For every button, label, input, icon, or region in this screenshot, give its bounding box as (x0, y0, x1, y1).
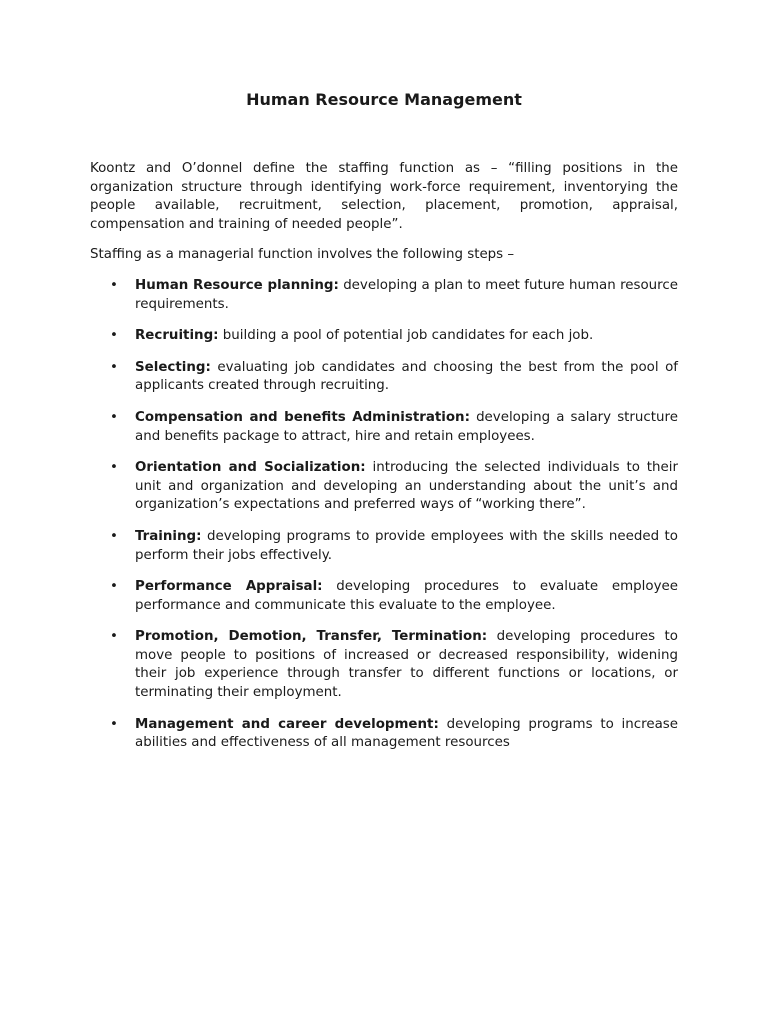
list-item (90, 628, 678, 702)
step-term: Human Resource planning: (135, 277, 339, 293)
step-term: Promotion, Demotion, Transfer, Termination: (135, 629, 488, 645)
step-text: evaluating job candidates and choosing the best from the pool of applicants created through recruiting. (135, 359, 678, 394)
list-item (90, 528, 678, 565)
bullet-icon: • (110, 629, 118, 645)
step-text: developing programs to provide employees with the skills needed to perform their jobs effectively. (135, 528, 678, 563)
bullet-icon: • (110, 359, 118, 375)
step-text: developing programs to increase abilities and effectiveness of all management resources (135, 716, 678, 751)
step-term: Training: (135, 528, 202, 544)
bullet-icon: • (110, 716, 118, 732)
step-term: Selecting: (135, 359, 211, 375)
document-body (90, 160, 678, 766)
page-title: Human Resource Management (246, 90, 522, 109)
list-item (90, 409, 678, 446)
bullet-icon: • (110, 528, 118, 544)
definition-paragraph: Koontz and O’donnel define the staffing function as – “filling positions in the organization structure through identifying work-force requirement, inventorying the people available, recruitment, selection, placement, promotion, appraisal, compensation and training of needed people”. (90, 161, 678, 232)
bullet-icon: • (110, 328, 118, 344)
step-term: Performance Appraisal: (135, 579, 323, 595)
bullet-icon: • (110, 579, 118, 595)
step-text: building a pool of potential job candidates for each job. (222, 328, 594, 344)
step-term: Recruiting: (135, 328, 219, 344)
step-text: developing a salary structure and benefits package to attract, hire and retain employees. (135, 409, 678, 444)
step-term: Compensation and benefits Administration: (135, 409, 470, 425)
bullet-icon: • (110, 409, 118, 425)
bullet-icon: • (110, 277, 118, 293)
list-item (90, 359, 678, 396)
list-item (90, 716, 678, 753)
step-text: developing procedures to move people to positions of increased or decreased responsibility, widening their job experience through transfer to different functions or locations, or terminating their employment. (135, 629, 678, 701)
step-text: developing procedures to evaluate employee performance and communicate this evaluate to the employee. (135, 579, 678, 613)
step-term: Orientation and Socialization: (135, 460, 366, 476)
steps-list (90, 277, 678, 753)
bullet-icon: • (110, 460, 118, 476)
list-item (90, 327, 678, 346)
list-item (90, 578, 678, 615)
step-text: introducing the selected individuals to their unit and organization and developing an understanding about the unit’s and organization’s expectations and preferred ways of “working there”. (135, 460, 679, 513)
step-text: developing a plan to meet future human resource requirements. (135, 277, 678, 312)
step-term: Management and career development: (135, 716, 439, 732)
list-item (90, 459, 678, 515)
list-item (90, 277, 678, 314)
steps-intro-paragraph: Staffing as a managerial function involves the following steps – (90, 247, 515, 263)
